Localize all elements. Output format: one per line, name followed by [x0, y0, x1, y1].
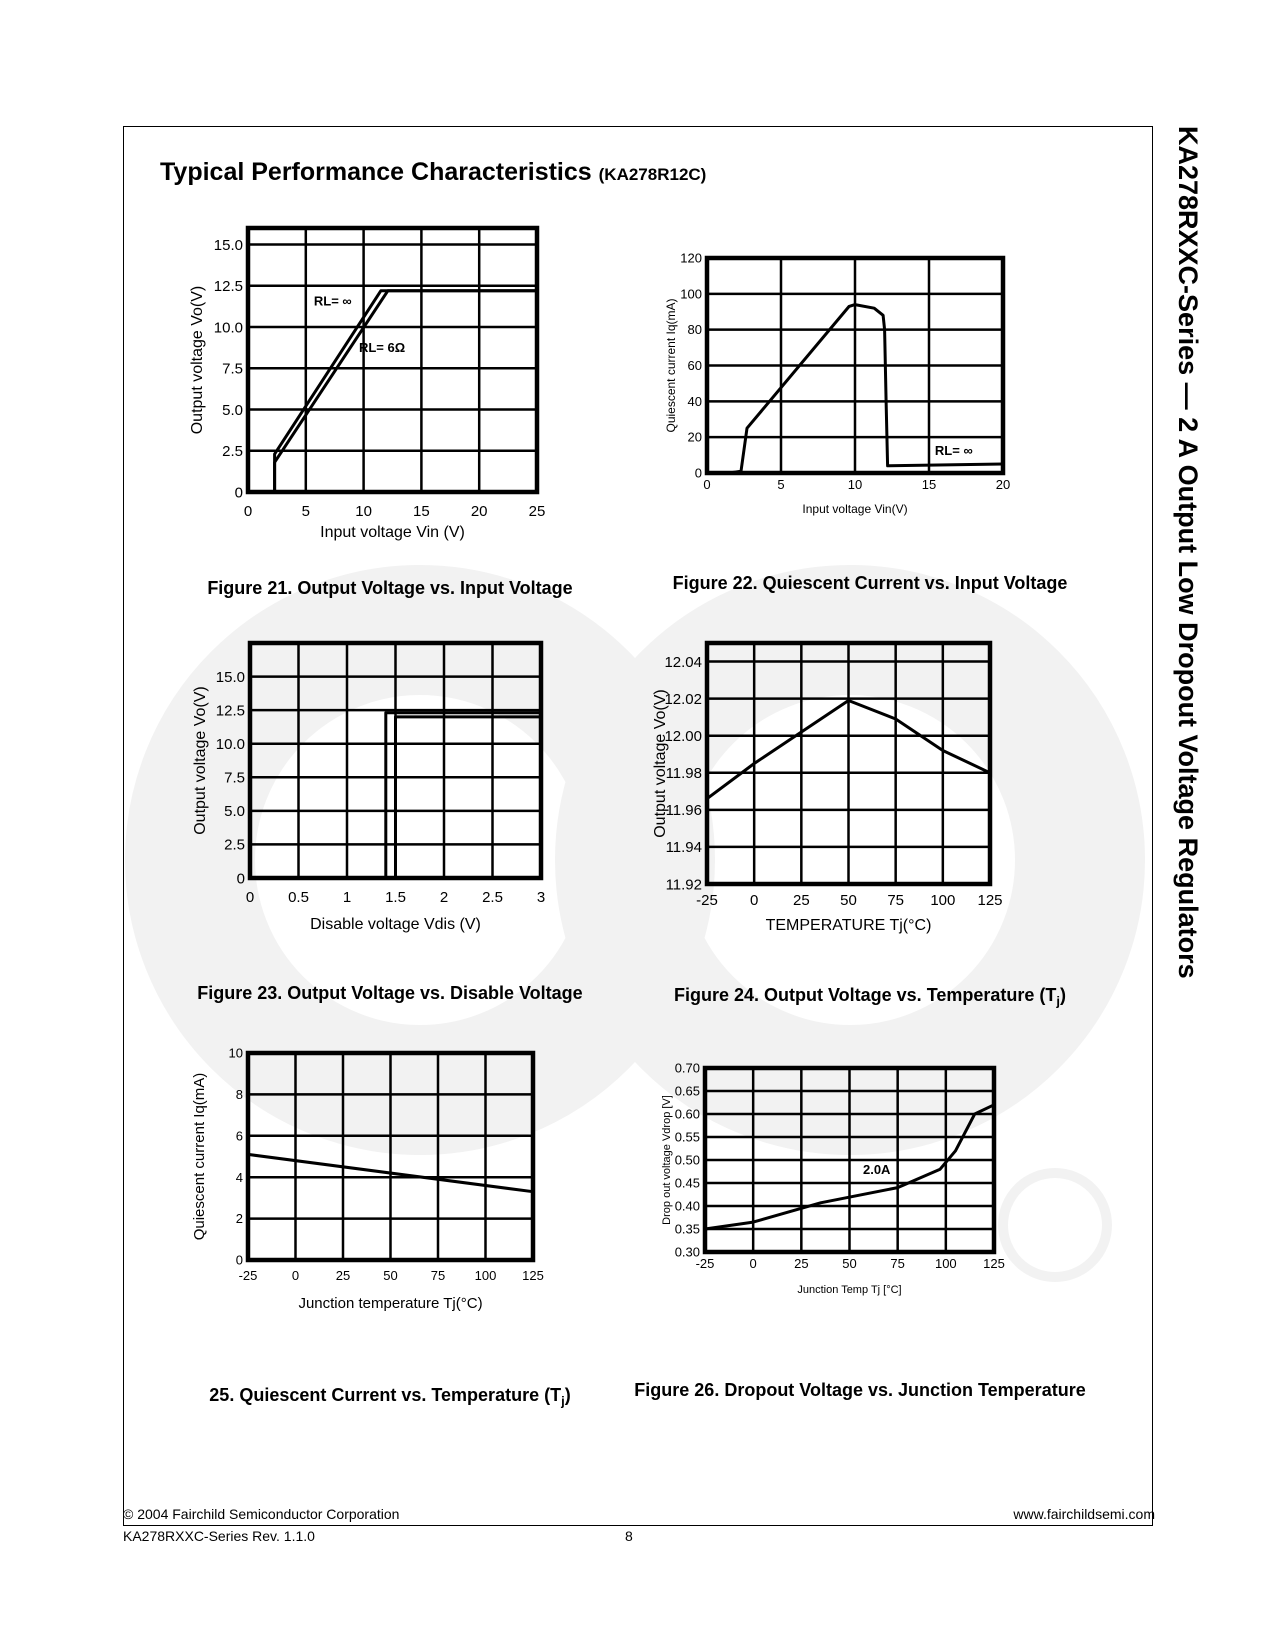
- series-line: [386, 713, 541, 878]
- x-tick-label: 1: [342, 889, 352, 906]
- page-heading: [160, 158, 706, 187]
- y-tick-label: 5.0: [224, 803, 245, 821]
- side-title: KA278RXXC-Series — 2 A Output Low Dropout Voltage Regulators: [1173, 126, 1203, 979]
- x-tick-label: -25: [238, 1268, 258, 1283]
- x-tick-label: -25: [696, 892, 718, 909]
- x-tick-label: 15: [921, 477, 937, 492]
- figure-25-caption: 25. Quiescent Current vs. Temperature $(T_j)$: [209, 1385, 571, 1409]
- y-tick-label: 0: [236, 870, 245, 888]
- y-tick-label: 0.65: [674, 1083, 700, 1099]
- figure-22-chart: [664, 250, 1075, 545]
- figure-21-chart: [180, 225, 580, 570]
- y-tick-label: 120: [680, 250, 702, 266]
- x-tick-label: 125: [977, 892, 1003, 909]
- x-tick-label: 100: [934, 1256, 957, 1271]
- x-tick-label: 1.5: [385, 889, 406, 906]
- y-tick-label: 15.0: [213, 236, 243, 254]
- x-axis-label: TEMPERATURE Tj(°C): [765, 917, 932, 934]
- y-tick-label: 80: [687, 322, 702, 338]
- x-tick-label: 25: [792, 892, 810, 909]
- series-annotation: 2.0A: [862, 1161, 891, 1177]
- y-tick-label: 12.5: [213, 278, 243, 295]
- x-tick-label: 125: [983, 1256, 1005, 1271]
- x-axis-label: Junction Temp Tj [°C]: [797, 1284, 902, 1296]
- y-axis-label: Output voltage Vo(V): [652, 689, 669, 838]
- series-annotation: RL= ∞: [313, 293, 352, 309]
- figure-24-caption: Figure 24. Output Voltage vs. Temperature $(T_j)$: [673, 985, 1067, 1009]
- x-tick-label: 20: [995, 477, 1011, 492]
- series-annotation: RL= ∞: [934, 443, 973, 459]
- y-tick-label: 0: [694, 465, 702, 481]
- y-tick-label: 0.60: [674, 1106, 700, 1122]
- x-tick-label: 100: [930, 892, 956, 909]
- x-tick-label: 50: [840, 892, 857, 909]
- y-tick-label: 12.04: [664, 653, 702, 671]
- y-tick-label: 60: [687, 358, 702, 374]
- y-tick-label: 0.45: [674, 1175, 700, 1191]
- y-tick-label: 10: [228, 1045, 243, 1061]
- footer-revision: KA278RXXC-Series Rev. 1.1.0: [123, 1528, 315, 1544]
- y-tick-label: 0.55: [674, 1129, 700, 1145]
- x-axis-label: Junction temperature Tj(°C): [298, 1295, 483, 1312]
- x-tick-label: 75: [890, 1256, 905, 1271]
- y-tick-label: 8: [235, 1086, 243, 1102]
- y-tick-label: 12.5: [215, 702, 245, 720]
- y-tick-label: 0: [235, 1252, 243, 1268]
- y-axis-label: Quiescent current Iq(mA): [664, 298, 678, 433]
- x-axis-label: Disable voltage Vdis (V): [310, 916, 481, 933]
- y-tick-label: 20: [687, 429, 702, 445]
- y-tick-label: 2: [235, 1211, 243, 1227]
- x-axis-label: Input voltage Vin (V): [320, 524, 465, 541]
- figure-22-caption: Figure 22. Quiescent Current vs. Input Voltage: [672, 573, 1068, 593]
- x-tick-label: 25: [335, 1268, 351, 1283]
- y-tick-label: 12.00: [664, 727, 702, 745]
- x-tick-label: 10: [847, 477, 863, 492]
- x-tick-label: 0: [243, 503, 253, 520]
- y-tick-label: 6: [235, 1128, 243, 1144]
- y-tick-label: 2.5: [222, 443, 243, 460]
- figure-26-chart: [661, 1060, 1070, 1355]
- y-tick-label: 15.0: [215, 668, 245, 686]
- series-line: [396, 717, 542, 878]
- figure-24-chart: [652, 640, 1075, 970]
- y-tick-label: 0.35: [674, 1221, 700, 1237]
- y-tick-label: 7.5: [222, 360, 243, 378]
- y-tick-label: 100: [680, 286, 702, 302]
- footer-page-number: 8: [625, 1528, 633, 1544]
- y-axis-label: Drop out voltage Vdrop [V]: [661, 1095, 673, 1225]
- y-tick-label: 2.5: [224, 836, 245, 854]
- y-tick-label: 10.0: [215, 735, 245, 753]
- x-tick-label: 75: [887, 892, 905, 909]
- x-tick-label: 50: [383, 1268, 398, 1283]
- figure-26-caption: Figure 26. Dropout Voltage vs. Junction Temperature: [634, 1380, 1086, 1400]
- x-tick-label: 0: [291, 1268, 300, 1283]
- y-tick-label: 40: [687, 393, 702, 409]
- figure-21-caption: Figure 21. Output Voltage vs. Input Voltage: [207, 578, 573, 598]
- y-axis-label: Output voltage Vo(V): [192, 686, 209, 835]
- figure-23-chart: [185, 640, 595, 970]
- x-tick-label: 5: [301, 503, 310, 520]
- x-tick-label: 2.5: [482, 889, 503, 906]
- figure-23-caption: Figure 23. Output Voltage vs. Disable Voltage: [197, 983, 583, 1003]
- x-tick-label: 2: [439, 889, 449, 906]
- series-annotation: RL= 6Ω: [358, 339, 406, 355]
- y-tick-label: 0: [234, 484, 243, 502]
- x-tick-label: 25: [528, 503, 546, 520]
- x-tick-label: 3: [536, 889, 546, 906]
- y-tick-label: 11.92: [665, 876, 702, 894]
- y-tick-label: 5.0: [222, 401, 243, 419]
- footer-copyright: © 2004 Fairchild Semiconductor Corporation: [123, 1506, 400, 1522]
- y-tick-label: 10.0: [213, 319, 243, 337]
- x-tick-label: 15: [413, 503, 430, 520]
- y-tick-label: 0.40: [674, 1198, 700, 1214]
- y-tick-label: 11.98: [665, 765, 702, 783]
- y-tick-label: 0.70: [674, 1060, 700, 1076]
- x-tick-label: 10: [355, 503, 372, 520]
- y-axis-label: Quiescent current Iq(mA): [191, 1072, 208, 1241]
- x-tick-label: 0.5: [288, 889, 309, 906]
- series-line: [275, 291, 537, 492]
- x-tick-label: 50: [842, 1256, 857, 1271]
- x-tick-label: 75: [430, 1268, 446, 1283]
- y-tick-label: 7.5: [224, 769, 245, 787]
- x-tick-label: 25: [794, 1256, 809, 1271]
- y-axis-label: Output voltage Vo(V): [189, 285, 206, 435]
- x-tick-label: 0: [703, 477, 711, 492]
- figure-25-chart: [190, 1045, 590, 1375]
- x-tick-label: 5: [777, 477, 785, 492]
- x-tick-label: -25: [695, 1256, 715, 1271]
- y-tick-label: 11.94: [665, 839, 702, 857]
- x-tick-label: 20: [470, 503, 488, 520]
- heading-main: Typical Performance Characteristics: [160, 158, 592, 186]
- x-tick-label: 0: [245, 889, 255, 906]
- footer-website-link[interactable]: www.fairchildsemi.com: [1013, 1506, 1155, 1522]
- plot-frame: [248, 228, 537, 492]
- x-tick-label: 0: [749, 1256, 757, 1271]
- y-tick-label: 11.96: [665, 802, 702, 820]
- y-tick-label: 0.50: [674, 1152, 700, 1168]
- x-tick-label: 0: [749, 892, 759, 909]
- y-tick-label: 12.02: [664, 690, 702, 708]
- x-axis-label: Input voltage Vin(V): [802, 502, 908, 516]
- x-tick-label: 125: [522, 1268, 544, 1283]
- y-tick-label: 0.30: [674, 1244, 700, 1260]
- x-tick-label: 100: [474, 1268, 497, 1283]
- y-tick-label: 4: [235, 1169, 243, 1185]
- heading-part-number: (KA278R12C): [598, 165, 707, 184]
